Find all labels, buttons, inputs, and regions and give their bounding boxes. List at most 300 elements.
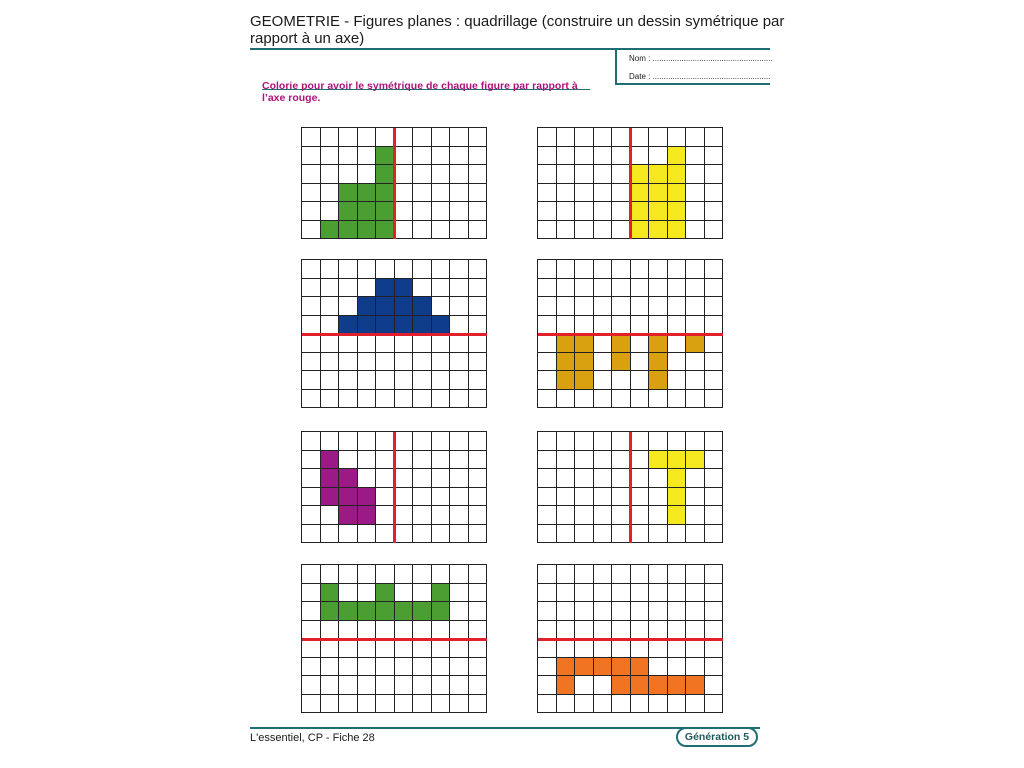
grid-cell[interactable] bbox=[450, 469, 469, 488]
grid-cell[interactable] bbox=[339, 565, 358, 584]
grid-cell[interactable] bbox=[432, 260, 451, 279]
grid-cell[interactable] bbox=[339, 128, 358, 147]
grid-cell[interactable] bbox=[469, 316, 488, 335]
grid-cell[interactable] bbox=[575, 506, 594, 525]
grid-cell[interactable] bbox=[450, 584, 469, 603]
grid-cell[interactable] bbox=[594, 128, 613, 147]
grid-cell[interactable] bbox=[302, 316, 321, 335]
grid-cell-filled[interactable] bbox=[395, 279, 414, 298]
grid-cell[interactable] bbox=[705, 260, 724, 279]
grid-cell[interactable] bbox=[432, 221, 451, 240]
grid-cell[interactable] bbox=[594, 565, 613, 584]
grid-cell[interactable] bbox=[469, 279, 488, 298]
grid-cell[interactable] bbox=[302, 128, 321, 147]
grid-cell[interactable] bbox=[376, 488, 395, 507]
grid-cell[interactable] bbox=[538, 147, 557, 166]
grid-cell[interactable] bbox=[432, 565, 451, 584]
grid-cell[interactable] bbox=[612, 695, 631, 714]
grid-cell[interactable] bbox=[395, 565, 414, 584]
grid-cell[interactable] bbox=[557, 184, 576, 203]
date-field[interactable]: Date : ..................................................... bbox=[629, 72, 771, 81]
grid-cell[interactable] bbox=[538, 334, 557, 353]
grid-cell[interactable] bbox=[395, 469, 414, 488]
grid-cell[interactable] bbox=[612, 621, 631, 640]
grid-cell[interactable] bbox=[668, 334, 687, 353]
grid-cell[interactable] bbox=[376, 565, 395, 584]
grid-cell[interactable] bbox=[413, 128, 432, 147]
grid-cell[interactable] bbox=[395, 202, 414, 221]
grid-cell[interactable] bbox=[321, 658, 340, 677]
grid-cell[interactable] bbox=[395, 695, 414, 714]
grid-cell[interactable] bbox=[538, 469, 557, 488]
grid-cell[interactable] bbox=[575, 147, 594, 166]
grid-cell[interactable] bbox=[376, 676, 395, 695]
grid-cell-filled[interactable] bbox=[358, 184, 377, 203]
grid-cell[interactable] bbox=[686, 658, 705, 677]
grid-cell-filled[interactable] bbox=[686, 676, 705, 695]
grid-cell[interactable] bbox=[594, 260, 613, 279]
grid-cell-filled[interactable] bbox=[376, 316, 395, 335]
grid-cell-filled[interactable] bbox=[376, 584, 395, 603]
grid-cell[interactable] bbox=[302, 147, 321, 166]
grid-cell[interactable] bbox=[432, 184, 451, 203]
grid-cell-filled[interactable] bbox=[686, 451, 705, 470]
grid-cell[interactable] bbox=[686, 260, 705, 279]
grid-cell[interactable] bbox=[413, 584, 432, 603]
grid-cell[interactable] bbox=[321, 297, 340, 316]
grid-cell[interactable] bbox=[376, 432, 395, 451]
grid-cell[interactable] bbox=[668, 297, 687, 316]
grid-cell[interactable] bbox=[705, 432, 724, 451]
grid-cell[interactable] bbox=[413, 334, 432, 353]
grid-cell[interactable] bbox=[705, 506, 724, 525]
grid-cell-filled[interactable] bbox=[649, 221, 668, 240]
grid-cell[interactable] bbox=[668, 316, 687, 335]
grid-cell[interactable] bbox=[594, 147, 613, 166]
grid-cell[interactable] bbox=[668, 695, 687, 714]
grid-cell[interactable] bbox=[450, 525, 469, 544]
grid-cell[interactable] bbox=[612, 297, 631, 316]
grid-cell[interactable] bbox=[575, 488, 594, 507]
grid-cell[interactable] bbox=[538, 221, 557, 240]
grid-cell[interactable] bbox=[686, 128, 705, 147]
grid-cell[interactable] bbox=[358, 525, 377, 544]
grid-cell-filled[interactable] bbox=[321, 221, 340, 240]
grid-cell[interactable] bbox=[705, 676, 724, 695]
grid-cell[interactable] bbox=[705, 147, 724, 166]
grid-cell[interactable] bbox=[321, 202, 340, 221]
grid-cell-filled[interactable] bbox=[649, 334, 668, 353]
grid-cell[interactable] bbox=[469, 221, 488, 240]
symmetry-grid-7[interactable] bbox=[301, 564, 487, 713]
grid-cell[interactable] bbox=[432, 390, 451, 409]
grid-cell[interactable] bbox=[302, 371, 321, 390]
grid-cell[interactable] bbox=[395, 221, 414, 240]
grid-cell[interactable] bbox=[432, 371, 451, 390]
grid-cell[interactable] bbox=[413, 165, 432, 184]
grid-cell[interactable] bbox=[594, 165, 613, 184]
grid-cell[interactable] bbox=[413, 147, 432, 166]
grid-cell[interactable] bbox=[469, 565, 488, 584]
grid-cell-filled[interactable] bbox=[649, 353, 668, 372]
grid-cell[interactable] bbox=[358, 565, 377, 584]
grid-cell[interactable] bbox=[302, 525, 321, 544]
grid-cell[interactable] bbox=[376, 658, 395, 677]
grid-cell[interactable] bbox=[612, 469, 631, 488]
grid-cell[interactable] bbox=[575, 316, 594, 335]
grid-cell[interactable] bbox=[594, 525, 613, 544]
grid-cell[interactable] bbox=[339, 525, 358, 544]
grid-cell[interactable] bbox=[594, 279, 613, 298]
grid-cell-filled[interactable] bbox=[612, 658, 631, 677]
grid-cell[interactable] bbox=[686, 316, 705, 335]
grid-cell[interactable] bbox=[302, 390, 321, 409]
grid-cell[interactable] bbox=[686, 469, 705, 488]
grid-cell[interactable] bbox=[395, 488, 414, 507]
grid-cell[interactable] bbox=[575, 432, 594, 451]
grid-cell[interactable] bbox=[612, 565, 631, 584]
grid-cell[interactable] bbox=[612, 316, 631, 335]
grid-cell[interactable] bbox=[538, 602, 557, 621]
grid-cell[interactable] bbox=[321, 147, 340, 166]
grid-cell[interactable] bbox=[668, 565, 687, 584]
grid-cell[interactable] bbox=[631, 602, 650, 621]
grid-cell[interactable] bbox=[302, 695, 321, 714]
grid-cell[interactable] bbox=[631, 469, 650, 488]
grid-cell[interactable] bbox=[649, 584, 668, 603]
grid-cell[interactable] bbox=[432, 488, 451, 507]
grid-cell[interactable] bbox=[339, 334, 358, 353]
grid-cell[interactable] bbox=[575, 602, 594, 621]
grid-cell[interactable] bbox=[413, 260, 432, 279]
grid-cell[interactable] bbox=[668, 432, 687, 451]
grid-cell-filled[interactable] bbox=[668, 451, 687, 470]
grid-cell[interactable] bbox=[395, 260, 414, 279]
grid-cell[interactable] bbox=[686, 621, 705, 640]
grid-cell[interactable] bbox=[321, 432, 340, 451]
grid-cell-filled[interactable] bbox=[668, 184, 687, 203]
grid-cell-filled[interactable] bbox=[339, 221, 358, 240]
grid-cell[interactable] bbox=[339, 658, 358, 677]
grid-cell[interactable] bbox=[302, 565, 321, 584]
grid-cell[interactable] bbox=[358, 353, 377, 372]
grid-cell-filled[interactable] bbox=[649, 165, 668, 184]
grid-cell[interactable] bbox=[376, 695, 395, 714]
grid-cell[interactable] bbox=[469, 488, 488, 507]
grid-cell[interactable] bbox=[395, 147, 414, 166]
grid-cell[interactable] bbox=[631, 621, 650, 640]
grid-cell[interactable] bbox=[432, 334, 451, 353]
grid-cell-filled[interactable] bbox=[668, 506, 687, 525]
grid-cell[interactable] bbox=[302, 334, 321, 353]
grid-cell-filled[interactable] bbox=[631, 658, 650, 677]
grid-cell[interactable] bbox=[395, 584, 414, 603]
grid-cell[interactable] bbox=[649, 525, 668, 544]
grid-cell[interactable] bbox=[376, 469, 395, 488]
grid-cell[interactable] bbox=[686, 279, 705, 298]
grid-cell[interactable] bbox=[302, 279, 321, 298]
grid-cell[interactable] bbox=[358, 676, 377, 695]
grid-cell-filled[interactable] bbox=[668, 488, 687, 507]
grid-cell[interactable] bbox=[395, 658, 414, 677]
grid-cell[interactable] bbox=[358, 469, 377, 488]
grid-cell[interactable] bbox=[612, 184, 631, 203]
grid-cell[interactable] bbox=[705, 165, 724, 184]
grid-cell[interactable] bbox=[339, 147, 358, 166]
grid-cell[interactable] bbox=[557, 695, 576, 714]
grid-cell[interactable] bbox=[469, 334, 488, 353]
grid-cell[interactable] bbox=[538, 316, 557, 335]
grid-cell[interactable] bbox=[538, 676, 557, 695]
grid-cell-filled[interactable] bbox=[668, 202, 687, 221]
grid-cell[interactable] bbox=[358, 334, 377, 353]
grid-cell[interactable] bbox=[557, 390, 576, 409]
grid-cell[interactable] bbox=[413, 639, 432, 658]
grid-cell[interactable] bbox=[705, 639, 724, 658]
grid-cell-filled[interactable] bbox=[557, 334, 576, 353]
grid-cell[interactable] bbox=[649, 506, 668, 525]
grid-cell[interactable] bbox=[612, 147, 631, 166]
grid-cell[interactable] bbox=[469, 184, 488, 203]
grid-cell[interactable] bbox=[649, 432, 668, 451]
grid-cell[interactable] bbox=[432, 432, 451, 451]
grid-cell[interactable] bbox=[321, 353, 340, 372]
grid-cell[interactable] bbox=[594, 432, 613, 451]
grid-cell-filled[interactable] bbox=[631, 202, 650, 221]
grid-cell[interactable] bbox=[612, 128, 631, 147]
grid-cell[interactable] bbox=[376, 390, 395, 409]
grid-cell-filled[interactable] bbox=[413, 297, 432, 316]
grid-cell[interactable] bbox=[594, 353, 613, 372]
grid-cell[interactable] bbox=[705, 451, 724, 470]
grid-cell[interactable] bbox=[302, 165, 321, 184]
grid-cell-filled[interactable] bbox=[594, 658, 613, 677]
grid-cell[interactable] bbox=[432, 695, 451, 714]
grid-cell[interactable] bbox=[686, 639, 705, 658]
grid-cell[interactable] bbox=[594, 390, 613, 409]
grid-cell-filled[interactable] bbox=[612, 353, 631, 372]
grid-cell[interactable] bbox=[705, 695, 724, 714]
grid-cell-filled[interactable] bbox=[339, 469, 358, 488]
grid-cell[interactable] bbox=[649, 279, 668, 298]
grid-cell[interactable] bbox=[631, 695, 650, 714]
grid-cell[interactable] bbox=[339, 353, 358, 372]
grid-cell[interactable] bbox=[594, 221, 613, 240]
grid-cell[interactable] bbox=[686, 202, 705, 221]
grid-cell[interactable] bbox=[376, 506, 395, 525]
grid-cell[interactable] bbox=[594, 488, 613, 507]
grid-cell[interactable] bbox=[538, 353, 557, 372]
grid-cell[interactable] bbox=[302, 432, 321, 451]
grid-cell[interactable] bbox=[432, 451, 451, 470]
grid-cell[interactable] bbox=[575, 165, 594, 184]
grid-cell[interactable] bbox=[358, 390, 377, 409]
grid-cell[interactable] bbox=[339, 371, 358, 390]
grid-cell[interactable] bbox=[339, 451, 358, 470]
grid-cell[interactable] bbox=[469, 390, 488, 409]
grid-cell[interactable] bbox=[432, 525, 451, 544]
grid-cell-filled[interactable] bbox=[395, 602, 414, 621]
grid-cell[interactable] bbox=[612, 488, 631, 507]
grid-cell[interactable] bbox=[705, 488, 724, 507]
grid-cell[interactable] bbox=[594, 506, 613, 525]
grid-cell[interactable] bbox=[321, 165, 340, 184]
grid-cell[interactable] bbox=[358, 165, 377, 184]
grid-cell[interactable] bbox=[450, 658, 469, 677]
grid-cell[interactable] bbox=[413, 432, 432, 451]
grid-cell-filled[interactable] bbox=[339, 184, 358, 203]
grid-cell[interactable] bbox=[432, 506, 451, 525]
grid-cell[interactable] bbox=[575, 584, 594, 603]
grid-cell[interactable] bbox=[339, 297, 358, 316]
grid-cell[interactable] bbox=[538, 297, 557, 316]
grid-cell[interactable] bbox=[668, 353, 687, 372]
grid-cell[interactable] bbox=[612, 390, 631, 409]
grid-cell[interactable] bbox=[686, 184, 705, 203]
grid-cell-filled[interactable] bbox=[376, 602, 395, 621]
grid-cell[interactable] bbox=[395, 128, 414, 147]
grid-cell[interactable] bbox=[705, 658, 724, 677]
grid-cell[interactable] bbox=[575, 297, 594, 316]
grid-cell[interactable] bbox=[358, 260, 377, 279]
grid-cell[interactable] bbox=[631, 584, 650, 603]
grid-cell[interactable] bbox=[413, 565, 432, 584]
grid-cell[interactable] bbox=[612, 279, 631, 298]
grid-cell[interactable] bbox=[413, 488, 432, 507]
grid-cell[interactable] bbox=[302, 639, 321, 658]
grid-cell[interactable] bbox=[668, 658, 687, 677]
grid-cell[interactable] bbox=[413, 451, 432, 470]
grid-cell[interactable] bbox=[631, 334, 650, 353]
grid-cell[interactable] bbox=[321, 334, 340, 353]
grid-cell[interactable] bbox=[594, 639, 613, 658]
grid-cell[interactable] bbox=[469, 432, 488, 451]
grid-cell[interactable] bbox=[450, 165, 469, 184]
grid-cell[interactable] bbox=[413, 658, 432, 677]
grid-cell[interactable] bbox=[358, 128, 377, 147]
grid-cell[interactable] bbox=[575, 390, 594, 409]
grid-cell[interactable] bbox=[395, 676, 414, 695]
grid-cell[interactable] bbox=[376, 353, 395, 372]
grid-cell-filled[interactable] bbox=[575, 658, 594, 677]
grid-cell[interactable] bbox=[376, 128, 395, 147]
grid-cell[interactable] bbox=[321, 260, 340, 279]
grid-cell[interactable] bbox=[612, 165, 631, 184]
grid-cell[interactable] bbox=[376, 525, 395, 544]
grid-cell[interactable] bbox=[686, 602, 705, 621]
grid-cell[interactable] bbox=[302, 621, 321, 640]
grid-cell[interactable] bbox=[631, 432, 650, 451]
grid-cell[interactable] bbox=[302, 202, 321, 221]
grid-cell-filled[interactable] bbox=[432, 602, 451, 621]
grid-cell[interactable] bbox=[376, 334, 395, 353]
grid-cell[interactable] bbox=[631, 128, 650, 147]
grid-cell[interactable] bbox=[432, 469, 451, 488]
grid-cell[interactable] bbox=[413, 506, 432, 525]
grid-cell-filled[interactable] bbox=[631, 165, 650, 184]
grid-cell[interactable] bbox=[413, 390, 432, 409]
grid-cell[interactable] bbox=[705, 371, 724, 390]
grid-cell-filled[interactable] bbox=[358, 221, 377, 240]
grid-cell[interactable] bbox=[339, 260, 358, 279]
grid-cell[interactable] bbox=[395, 506, 414, 525]
grid-cell[interactable] bbox=[557, 488, 576, 507]
grid-cell-filled[interactable] bbox=[376, 297, 395, 316]
grid-cell[interactable] bbox=[469, 525, 488, 544]
grid-cell[interactable] bbox=[302, 488, 321, 507]
grid-cell[interactable] bbox=[302, 506, 321, 525]
grid-cell-filled[interactable] bbox=[395, 297, 414, 316]
grid-cell[interactable] bbox=[705, 279, 724, 298]
grid-cell[interactable] bbox=[594, 202, 613, 221]
grid-cell-filled[interactable] bbox=[358, 202, 377, 221]
grid-cell[interactable] bbox=[705, 334, 724, 353]
grid-cell[interactable] bbox=[538, 658, 557, 677]
grid-cell[interactable] bbox=[686, 584, 705, 603]
grid-cell[interactable] bbox=[557, 165, 576, 184]
grid-cell[interactable] bbox=[469, 506, 488, 525]
grid-cell[interactable] bbox=[302, 602, 321, 621]
grid-cell[interactable] bbox=[649, 147, 668, 166]
grid-cell-filled[interactable] bbox=[612, 334, 631, 353]
grid-cell-filled[interactable] bbox=[668, 676, 687, 695]
grid-cell[interactable] bbox=[432, 297, 451, 316]
grid-cell[interactable] bbox=[358, 432, 377, 451]
grid-cell[interactable] bbox=[302, 676, 321, 695]
grid-cell[interactable] bbox=[594, 184, 613, 203]
grid-cell[interactable] bbox=[469, 621, 488, 640]
grid-cell-filled[interactable] bbox=[557, 353, 576, 372]
grid-cell[interactable] bbox=[631, 353, 650, 372]
grid-cell[interactable] bbox=[469, 202, 488, 221]
grid-cell[interactable] bbox=[557, 621, 576, 640]
grid-cell[interactable] bbox=[686, 353, 705, 372]
grid-cell[interactable] bbox=[358, 147, 377, 166]
grid-cell[interactable] bbox=[575, 676, 594, 695]
grid-cell[interactable] bbox=[413, 184, 432, 203]
grid-cell[interactable] bbox=[413, 353, 432, 372]
grid-cell-filled[interactable] bbox=[413, 316, 432, 335]
grid-cell[interactable] bbox=[557, 451, 576, 470]
grid-cell[interactable] bbox=[631, 506, 650, 525]
grid-cell[interactable] bbox=[469, 297, 488, 316]
grid-cell[interactable] bbox=[668, 584, 687, 603]
grid-cell[interactable] bbox=[631, 147, 650, 166]
grid-cell[interactable] bbox=[668, 260, 687, 279]
grid-cell[interactable] bbox=[538, 202, 557, 221]
grid-cell[interactable] bbox=[575, 451, 594, 470]
grid-cell[interactable] bbox=[302, 297, 321, 316]
grid-cell[interactable] bbox=[321, 128, 340, 147]
grid-cell[interactable] bbox=[557, 279, 576, 298]
grid-cell[interactable] bbox=[538, 371, 557, 390]
grid-cell[interactable] bbox=[557, 565, 576, 584]
grid-cell-filled[interactable] bbox=[321, 451, 340, 470]
grid-cell[interactable] bbox=[557, 432, 576, 451]
grid-cell[interactable] bbox=[575, 279, 594, 298]
grid-cell[interactable] bbox=[395, 525, 414, 544]
grid-cell[interactable] bbox=[432, 279, 451, 298]
grid-cell-filled[interactable] bbox=[376, 279, 395, 298]
grid-cell[interactable] bbox=[557, 525, 576, 544]
grid-cell-filled[interactable] bbox=[358, 297, 377, 316]
grid-cell[interactable] bbox=[339, 695, 358, 714]
grid-cell[interactable] bbox=[649, 695, 668, 714]
grid-cell[interactable] bbox=[649, 297, 668, 316]
grid-cell[interactable] bbox=[631, 525, 650, 544]
grid-cell-filled[interactable] bbox=[649, 371, 668, 390]
symmetry-grid-4[interactable] bbox=[537, 259, 723, 408]
